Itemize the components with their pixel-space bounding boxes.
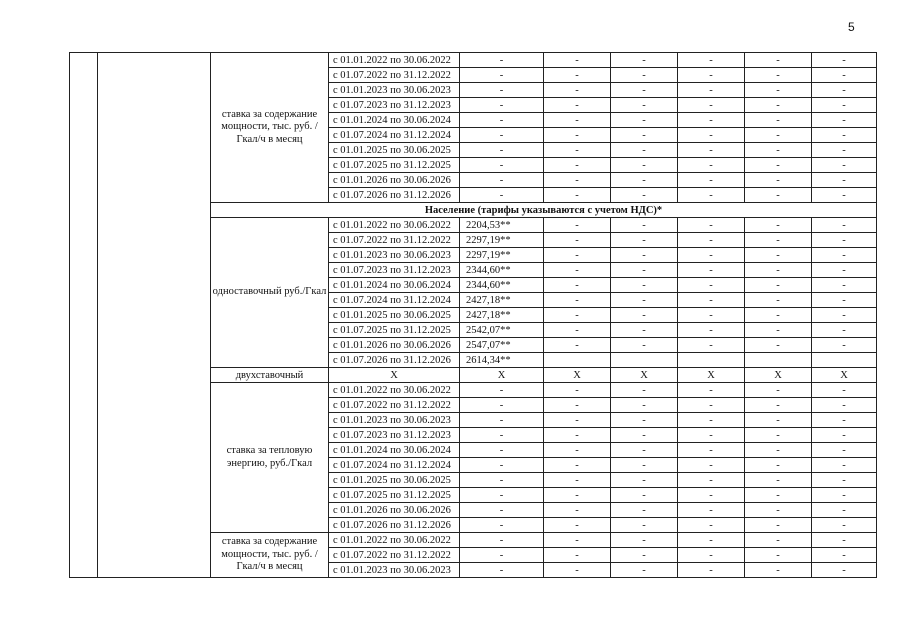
tariff-value-cell: - (460, 53, 544, 68)
dash-cell: - (745, 53, 812, 68)
dash-cell: - (678, 443, 745, 458)
dash-cell: - (745, 68, 812, 83)
dash-cell: - (812, 308, 877, 323)
dash-cell: - (611, 278, 678, 293)
x-mark-cell: X (745, 368, 812, 383)
period-cell: с 01.01.2026 по 30.06.2026 (329, 173, 460, 188)
dash-cell: - (812, 413, 877, 428)
dash-cell: - (544, 458, 611, 473)
dash-cell: - (745, 383, 812, 398)
period-cell: с 01.01.2026 по 30.06.2026 (329, 338, 460, 353)
tariff-value-cell: - (460, 488, 544, 503)
period-cell: с 01.07.2026 по 31.12.2026 (329, 353, 460, 368)
dash-cell: - (812, 503, 877, 518)
dash-cell: - (745, 338, 812, 353)
tariff-value-cell: - (460, 458, 544, 473)
period-cell: с 01.07.2026 по 31.12.2026 (329, 188, 460, 203)
dash-cell: - (611, 188, 678, 203)
dash-cell: - (544, 143, 611, 158)
dash-cell: - (745, 308, 812, 323)
dash-cell: - (678, 188, 745, 203)
dash-cell: - (678, 248, 745, 263)
dash-cell: - (611, 413, 678, 428)
dash-cell: - (745, 158, 812, 173)
dash-cell: - (678, 383, 745, 398)
dash-cell: - (544, 503, 611, 518)
dash-cell: - (611, 158, 678, 173)
dash-cell: - (678, 338, 745, 353)
dash-cell: - (544, 278, 611, 293)
period-cell: с 01.07.2022 по 31.12.2022 (329, 548, 460, 563)
dash-cell: - (678, 98, 745, 113)
period-cell: с 01.07.2026 по 31.12.2026 (329, 518, 460, 533)
tariff-value-cell: 2297,19** (460, 233, 544, 248)
x-mark-cell: X (611, 368, 678, 383)
dash-cell: - (611, 398, 678, 413)
dash-cell: - (678, 533, 745, 548)
dash-cell: - (611, 263, 678, 278)
tariff-value-cell: - (460, 428, 544, 443)
dash-cell: - (812, 278, 877, 293)
dash-cell: - (812, 173, 877, 188)
dash-cell: - (611, 173, 678, 188)
dash-cell: - (812, 53, 877, 68)
tariff-value-cell: - (460, 98, 544, 113)
blank-column-2 (98, 53, 211, 578)
tariff-table (69, 52, 877, 578)
dash-cell: - (544, 398, 611, 413)
dash-cell: - (745, 98, 812, 113)
period-cell: с 01.07.2022 по 31.12.2022 (329, 68, 460, 83)
dash-cell: - (544, 383, 611, 398)
empty-cell (544, 353, 611, 368)
dash-cell: - (544, 323, 611, 338)
dash-cell: - (745, 248, 812, 263)
dash-cell: - (611, 248, 678, 263)
dash-cell: - (745, 143, 812, 158)
dash-cell: - (678, 293, 745, 308)
dash-cell: - (745, 398, 812, 413)
dash-cell: - (544, 563, 611, 578)
dash-cell: - (678, 473, 745, 488)
period-cell: с 01.01.2024 по 30.06.2024 (329, 443, 460, 458)
dash-cell: - (678, 263, 745, 278)
tariff-value-cell: 2204,53** (460, 218, 544, 233)
dash-cell: - (544, 53, 611, 68)
period-cell: с 01.07.2025 по 31.12.2025 (329, 323, 460, 338)
period-cell: с 01.01.2023 по 30.06.2023 (329, 248, 460, 263)
dash-cell: - (544, 518, 611, 533)
dash-cell: - (611, 383, 678, 398)
dash-cell: - (812, 428, 877, 443)
row-group-label: одноставочный руб./Гкал (211, 218, 329, 368)
dash-cell: - (611, 473, 678, 488)
dash-cell: - (611, 488, 678, 503)
dash-cell: - (544, 473, 611, 488)
dash-cell: - (678, 158, 745, 173)
dash-cell: - (745, 278, 812, 293)
dash-cell: - (544, 68, 611, 83)
period-cell: с 01.07.2023 по 31.12.2023 (329, 428, 460, 443)
period-cell: с 01.07.2025 по 31.12.2025 (329, 158, 460, 173)
dash-cell: - (544, 293, 611, 308)
dash-cell: - (745, 188, 812, 203)
empty-cell (678, 353, 745, 368)
dash-cell: - (745, 473, 812, 488)
dash-cell: - (678, 143, 745, 158)
dash-cell: - (611, 533, 678, 548)
dash-cell: - (812, 218, 877, 233)
dash-cell: - (745, 218, 812, 233)
dash-cell: - (745, 128, 812, 143)
dash-cell: - (544, 113, 611, 128)
tariff-value-cell: - (460, 68, 544, 83)
dash-cell: - (544, 98, 611, 113)
tariff-value-cell: - (460, 518, 544, 533)
page-number: 5 (848, 20, 855, 34)
dash-cell: - (611, 428, 678, 443)
dash-cell: - (812, 233, 877, 248)
dash-cell: - (544, 443, 611, 458)
row-group-label: ставка за тепловую энергию, руб./Гкал (211, 383, 329, 533)
period-cell: с 01.01.2025 по 30.06.2025 (329, 473, 460, 488)
tariff-value-cell: 2547,07** (460, 338, 544, 353)
dash-cell: - (812, 248, 877, 263)
dash-cell: - (745, 428, 812, 443)
dash-cell: - (812, 383, 877, 398)
dash-cell: - (611, 113, 678, 128)
dash-cell: - (745, 548, 812, 563)
dash-cell: - (611, 338, 678, 353)
dash-cell: - (544, 413, 611, 428)
x-mark-cell: X (812, 368, 877, 383)
dash-cell: - (812, 98, 877, 113)
dash-cell: - (745, 113, 812, 128)
tariff-value-cell: - (460, 548, 544, 563)
dash-cell: - (678, 503, 745, 518)
dash-cell: - (745, 263, 812, 278)
period-cell: с 01.07.2023 по 31.12.2023 (329, 98, 460, 113)
period-cell: с 01.01.2022 по 30.06.2022 (329, 383, 460, 398)
dash-cell: - (544, 428, 611, 443)
dash-cell: - (611, 143, 678, 158)
dash-cell: - (678, 53, 745, 68)
dash-cell: - (544, 533, 611, 548)
dash-cell: - (678, 308, 745, 323)
tariff-value-cell: - (460, 413, 544, 428)
dash-cell: - (678, 68, 745, 83)
dash-cell: - (544, 263, 611, 278)
tariff-value-cell: 2427,18** (460, 308, 544, 323)
dash-cell: - (678, 413, 745, 428)
dash-cell: - (678, 83, 745, 98)
dash-cell: - (544, 488, 611, 503)
dash-cell: - (812, 338, 877, 353)
dash-cell: - (745, 323, 812, 338)
dash-cell: - (812, 293, 877, 308)
tariff-value-cell: - (460, 143, 544, 158)
dash-cell: - (812, 563, 877, 578)
tariff-value-cell: - (460, 83, 544, 98)
dash-cell: - (812, 158, 877, 173)
tariff-value-cell: - (460, 173, 544, 188)
dash-cell: - (745, 413, 812, 428)
dash-cell: - (812, 143, 877, 158)
dash-cell: - (611, 98, 678, 113)
tariff-value-cell: - (460, 158, 544, 173)
dash-cell: - (544, 548, 611, 563)
dash-cell: - (812, 113, 877, 128)
dash-cell: - (611, 218, 678, 233)
period-cell: с 01.01.2026 по 30.06.2026 (329, 503, 460, 518)
tariff-value-cell: - (460, 128, 544, 143)
period-cell: с 01.01.2023 по 30.06.2023 (329, 563, 460, 578)
dash-cell: - (678, 173, 745, 188)
tariff-value-cell: 2344,60** (460, 263, 544, 278)
period-cell: с 01.01.2025 по 30.06.2025 (329, 143, 460, 158)
dash-cell: - (812, 128, 877, 143)
dash-cell: - (611, 458, 678, 473)
period-cell: с 01.07.2023 по 31.12.2023 (329, 263, 460, 278)
blank-column-1 (70, 53, 98, 578)
dash-cell: - (544, 233, 611, 248)
table-row (70, 53, 877, 68)
dash-cell: - (678, 113, 745, 128)
dash-cell: - (745, 563, 812, 578)
period-cell: с 01.01.2023 по 30.06.2023 (329, 83, 460, 98)
period-cell: с 01.01.2022 по 30.06.2022 (329, 53, 460, 68)
dash-cell: - (745, 233, 812, 248)
dash-cell: - (745, 488, 812, 503)
dash-cell: - (611, 323, 678, 338)
row-group-label: ставка за содержание мощности, тыс. руб. /Гкал/ч в месяц (211, 53, 329, 203)
dash-cell: - (678, 218, 745, 233)
period-cell: с 01.07.2025 по 31.12.2025 (329, 488, 460, 503)
empty-cell (745, 353, 812, 368)
dash-cell: - (812, 188, 877, 203)
tariff-value-cell: 2542,07** (460, 323, 544, 338)
dash-cell: - (544, 173, 611, 188)
dash-cell: - (611, 68, 678, 83)
dash-cell: - (812, 83, 877, 98)
dash-cell: - (544, 188, 611, 203)
empty-cell (611, 353, 678, 368)
tariff-value-cell: - (460, 473, 544, 488)
dash-cell: - (678, 548, 745, 563)
dash-cell: - (812, 398, 877, 413)
dash-cell: - (544, 338, 611, 353)
dash-cell: - (544, 83, 611, 98)
row-group-label: ставка за содержание мощности, тыс. руб. /Гкал/ч в месяц (211, 533, 329, 578)
tariff-value-cell: - (460, 383, 544, 398)
dash-cell: - (611, 233, 678, 248)
dash-cell: - (678, 278, 745, 293)
dash-cell: - (611, 548, 678, 563)
dash-cell: - (812, 488, 877, 503)
tariff-value-cell: - (460, 398, 544, 413)
x-mark-cell: X (329, 368, 460, 383)
dash-cell: - (678, 233, 745, 248)
tariff-value-cell: - (460, 563, 544, 578)
dash-cell: - (678, 518, 745, 533)
empty-cell (812, 353, 877, 368)
period-cell: с 01.07.2024 по 31.12.2024 (329, 128, 460, 143)
tariff-value-cell: - (460, 113, 544, 128)
dash-cell: - (745, 533, 812, 548)
dash-cell: - (678, 488, 745, 503)
dash-cell: - (812, 263, 877, 278)
dash-cell: - (611, 443, 678, 458)
period-cell: с 01.01.2022 по 30.06.2022 (329, 218, 460, 233)
dash-cell: - (611, 53, 678, 68)
tariff-value-cell: 2297,19** (460, 248, 544, 263)
dash-cell: - (812, 533, 877, 548)
x-mark-cell: X (544, 368, 611, 383)
dash-cell: - (812, 518, 877, 533)
dash-cell: - (678, 428, 745, 443)
dash-cell: - (812, 443, 877, 458)
period-cell: с 01.07.2022 по 31.12.2022 (329, 398, 460, 413)
period-cell: с 01.07.2024 по 31.12.2024 (329, 293, 460, 308)
dash-cell: - (611, 563, 678, 578)
dash-cell: - (678, 323, 745, 338)
dash-cell: - (611, 128, 678, 143)
period-cell: с 01.01.2024 по 30.06.2024 (329, 278, 460, 293)
dash-cell: - (611, 308, 678, 323)
dash-cell: - (544, 248, 611, 263)
dash-cell: - (544, 158, 611, 173)
dash-cell: - (812, 458, 877, 473)
tariff-value-cell: 2614,34** (460, 353, 544, 368)
dash-cell: - (745, 443, 812, 458)
tariff-value-cell: 2427,18** (460, 293, 544, 308)
tariff-value-cell: - (460, 533, 544, 548)
section-header: Население (тарифы указываются с учетом НДС)* (211, 203, 877, 218)
dash-cell: - (678, 563, 745, 578)
dash-cell: - (544, 218, 611, 233)
dash-cell: - (544, 308, 611, 323)
dash-cell: - (678, 128, 745, 143)
row-group-label: двухставочный (211, 368, 329, 383)
period-cell: с 01.01.2023 по 30.06.2023 (329, 413, 460, 428)
dash-cell: - (745, 518, 812, 533)
period-cell: с 01.01.2025 по 30.06.2025 (329, 308, 460, 323)
dash-cell: - (611, 518, 678, 533)
period-cell: с 01.07.2024 по 31.12.2024 (329, 458, 460, 473)
dash-cell: - (812, 323, 877, 338)
dash-cell: - (745, 173, 812, 188)
tariff-value-cell: - (460, 443, 544, 458)
dash-cell: - (678, 458, 745, 473)
dash-cell: - (611, 293, 678, 308)
dash-cell: - (544, 128, 611, 143)
dash-cell: - (745, 293, 812, 308)
tariff-value-cell: - (460, 188, 544, 203)
x-mark-cell: X (460, 368, 544, 383)
period-cell: с 01.01.2022 по 30.06.2022 (329, 533, 460, 548)
dash-cell: - (745, 458, 812, 473)
dash-cell: - (611, 503, 678, 518)
dash-cell: - (745, 83, 812, 98)
dash-cell: - (678, 398, 745, 413)
dash-cell: - (812, 68, 877, 83)
dash-cell: - (745, 503, 812, 518)
dash-cell: - (611, 83, 678, 98)
dash-cell: - (812, 473, 877, 488)
tariff-value-cell: 2344,60** (460, 278, 544, 293)
tariff-value-cell: - (460, 503, 544, 518)
period-cell: с 01.01.2024 по 30.06.2024 (329, 113, 460, 128)
x-mark-cell: X (678, 368, 745, 383)
dash-cell: - (812, 548, 877, 563)
period-cell: с 01.07.2022 по 31.12.2022 (329, 233, 460, 248)
